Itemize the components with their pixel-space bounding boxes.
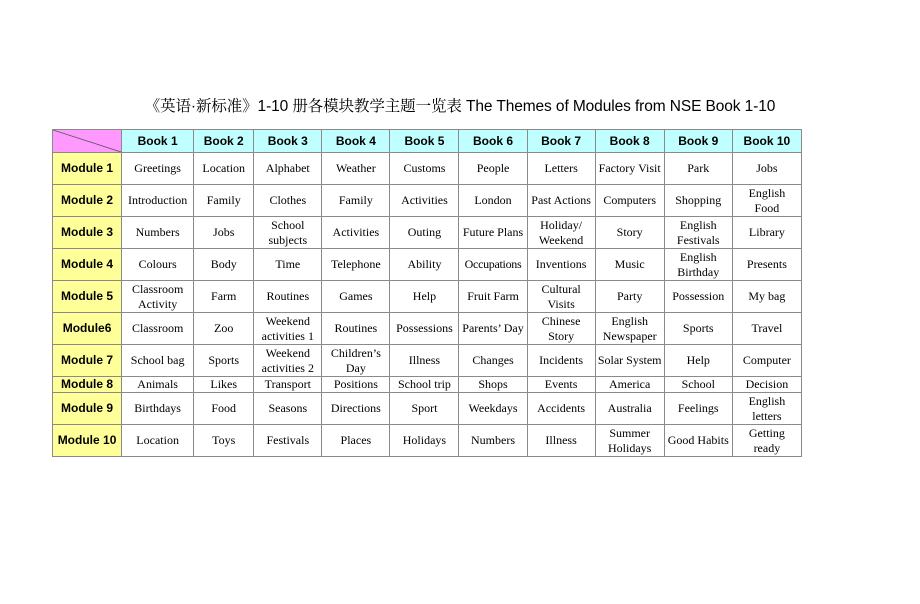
theme-cell: English Newspaper	[595, 313, 664, 345]
theme-cell: Holidays	[390, 425, 459, 457]
module-header: Module 4	[53, 249, 122, 281]
theme-cell: Activities	[390, 185, 459, 217]
book-header: Book 8	[595, 130, 664, 153]
theme-cell: Sport	[390, 393, 459, 425]
theme-cell: Seasons	[254, 393, 322, 425]
table-row	[53, 281, 802, 313]
book-header: Book 5	[390, 130, 459, 153]
theme-cell: English letters	[732, 393, 801, 425]
theme-cell: America	[595, 377, 664, 393]
theme-cell: Directions	[322, 393, 390, 425]
table-header-row	[53, 130, 802, 153]
theme-cell: School bag	[122, 345, 194, 377]
table-row	[53, 393, 802, 425]
theme-cell: Shopping	[664, 185, 732, 217]
corner-cell	[53, 130, 122, 153]
theme-cell: Cultural Visits	[527, 281, 595, 313]
theme-cell: Farm	[194, 281, 254, 313]
theme-cell: Alphabet	[254, 153, 322, 185]
theme-cell: English Food	[732, 185, 801, 217]
theme-cell: Weekend activities 2	[254, 345, 322, 377]
theme-cell: Computer	[732, 345, 801, 377]
theme-cell: Factory Visit	[595, 153, 664, 185]
theme-cell: Story	[595, 217, 664, 249]
module-header: Module 9	[53, 393, 122, 425]
theme-cell: Party	[595, 281, 664, 313]
theme-cell: Activities	[322, 217, 390, 249]
theme-cell: Jobs	[732, 153, 801, 185]
theme-cell: Presents	[732, 249, 801, 281]
theme-cell: Numbers	[459, 425, 527, 457]
theme-cell: Library	[732, 217, 801, 249]
theme-cell: Zoo	[194, 313, 254, 345]
theme-cell: Future Plans	[459, 217, 527, 249]
theme-cell: Festivals	[254, 425, 322, 457]
theme-cell: Help	[664, 345, 732, 377]
diagonal-line-icon	[53, 130, 121, 152]
book-header: Book 7	[527, 130, 595, 153]
theme-cell: Animals	[122, 377, 194, 393]
table-row	[53, 345, 802, 377]
theme-cell: Food	[194, 393, 254, 425]
theme-cell: Solar System	[595, 345, 664, 377]
theme-cell: Inventions	[527, 249, 595, 281]
theme-cell: School trip	[390, 377, 459, 393]
book-header: Book 6	[459, 130, 527, 153]
theme-cell: Accidents	[527, 393, 595, 425]
theme-cell: Greetings	[122, 153, 194, 185]
theme-cell: People	[459, 153, 527, 185]
theme-cell: Illness	[527, 425, 595, 457]
theme-cell: Time	[254, 249, 322, 281]
theme-cell: Routines	[322, 313, 390, 345]
theme-cell: School subjects	[254, 217, 322, 249]
book-header: Book 10	[732, 130, 801, 153]
book-header: Book 9	[664, 130, 732, 153]
theme-cell: Likes	[194, 377, 254, 393]
theme-cell: Transport	[254, 377, 322, 393]
table-row	[53, 217, 802, 249]
theme-cell: Good Habits	[664, 425, 732, 457]
theme-cell: Australia	[595, 393, 664, 425]
theme-cell: Location	[194, 153, 254, 185]
theme-cell: Past Actions	[527, 185, 595, 217]
theme-cell: Games	[322, 281, 390, 313]
themes-table	[52, 129, 802, 457]
module-header: Module 7	[53, 345, 122, 377]
table-row	[53, 377, 802, 393]
theme-cell: Events	[527, 377, 595, 393]
module-header: Module 2	[53, 185, 122, 217]
theme-cell: Customs	[390, 153, 459, 185]
theme-cell: Possessions	[390, 313, 459, 345]
table-row	[53, 153, 802, 185]
book-header: Book 4	[322, 130, 390, 153]
theme-cell: Routines	[254, 281, 322, 313]
table-row	[53, 313, 802, 345]
theme-cell: Computers	[595, 185, 664, 217]
theme-cell: Colours	[122, 249, 194, 281]
theme-cell: Park	[664, 153, 732, 185]
theme-cell: Parents’ Day	[459, 313, 527, 345]
theme-cell: Telephone	[322, 249, 390, 281]
theme-cell: School	[664, 377, 732, 393]
theme-cell: Places	[322, 425, 390, 457]
theme-cell: London	[459, 185, 527, 217]
theme-cell: Possession	[664, 281, 732, 313]
theme-cell: Music	[595, 249, 664, 281]
theme-cell: Jobs	[194, 217, 254, 249]
theme-cell: English Festivals	[664, 217, 732, 249]
theme-cell: Location	[122, 425, 194, 457]
theme-cell: Children’s Day	[322, 345, 390, 377]
theme-cell: Sports	[664, 313, 732, 345]
theme-cell: English Birthday	[664, 249, 732, 281]
theme-cell: Shops	[459, 377, 527, 393]
module-header: Module 10	[53, 425, 122, 457]
module-header: Module6	[53, 313, 122, 345]
theme-cell: Toys	[194, 425, 254, 457]
theme-cell: Summer Holidays	[595, 425, 664, 457]
page-title: 《英语·新标准》1-10 册各模块教学主题一览表 The Themes of Modules from NSE Book 1-10	[144, 98, 776, 115]
module-header: Module 5	[53, 281, 122, 313]
theme-cell: Family	[194, 185, 254, 217]
module-header: Module 3	[53, 217, 122, 249]
table-row	[53, 185, 802, 217]
theme-cell: Getting ready	[732, 425, 801, 457]
theme-cell: Weather	[322, 153, 390, 185]
theme-cell: Feelings	[664, 393, 732, 425]
theme-cell: Illness	[390, 345, 459, 377]
theme-cell: Ability	[390, 249, 459, 281]
theme-cell: My bag	[732, 281, 801, 313]
theme-cell: Changes	[459, 345, 527, 377]
theme-cell: Introduction	[122, 185, 194, 217]
book-header: Book 2	[194, 130, 254, 153]
theme-cell: Sports	[194, 345, 254, 377]
theme-cell: Classroom Activity	[122, 281, 194, 313]
theme-cell: Occupations	[459, 249, 527, 281]
book-header: Book 3	[254, 130, 322, 153]
theme-cell: Help	[390, 281, 459, 313]
book-header: Book 1	[122, 130, 194, 153]
theme-cell: Weekdays	[459, 393, 527, 425]
theme-cell: Birthdays	[122, 393, 194, 425]
theme-cell: Letters	[527, 153, 595, 185]
theme-cell: Outing	[390, 217, 459, 249]
theme-cell: Incidents	[527, 345, 595, 377]
theme-cell: Body	[194, 249, 254, 281]
theme-cell: Clothes	[254, 185, 322, 217]
theme-cell: Family	[322, 185, 390, 217]
theme-cell: Chinese Story	[527, 313, 595, 345]
theme-cell: Classroom	[122, 313, 194, 345]
table-row	[53, 425, 802, 457]
theme-cell: Numbers	[122, 217, 194, 249]
theme-cell: Decision	[732, 377, 801, 393]
module-header: Module 1	[53, 153, 122, 185]
module-header: Module 8	[53, 377, 122, 393]
theme-cell: Fruit Farm	[459, 281, 527, 313]
table-row	[53, 249, 802, 281]
theme-cell: Positions	[322, 377, 390, 393]
theme-cell: Weekend activities 1	[254, 313, 322, 345]
theme-cell: Travel	[732, 313, 801, 345]
theme-cell: Holiday/ Weekend	[527, 217, 595, 249]
